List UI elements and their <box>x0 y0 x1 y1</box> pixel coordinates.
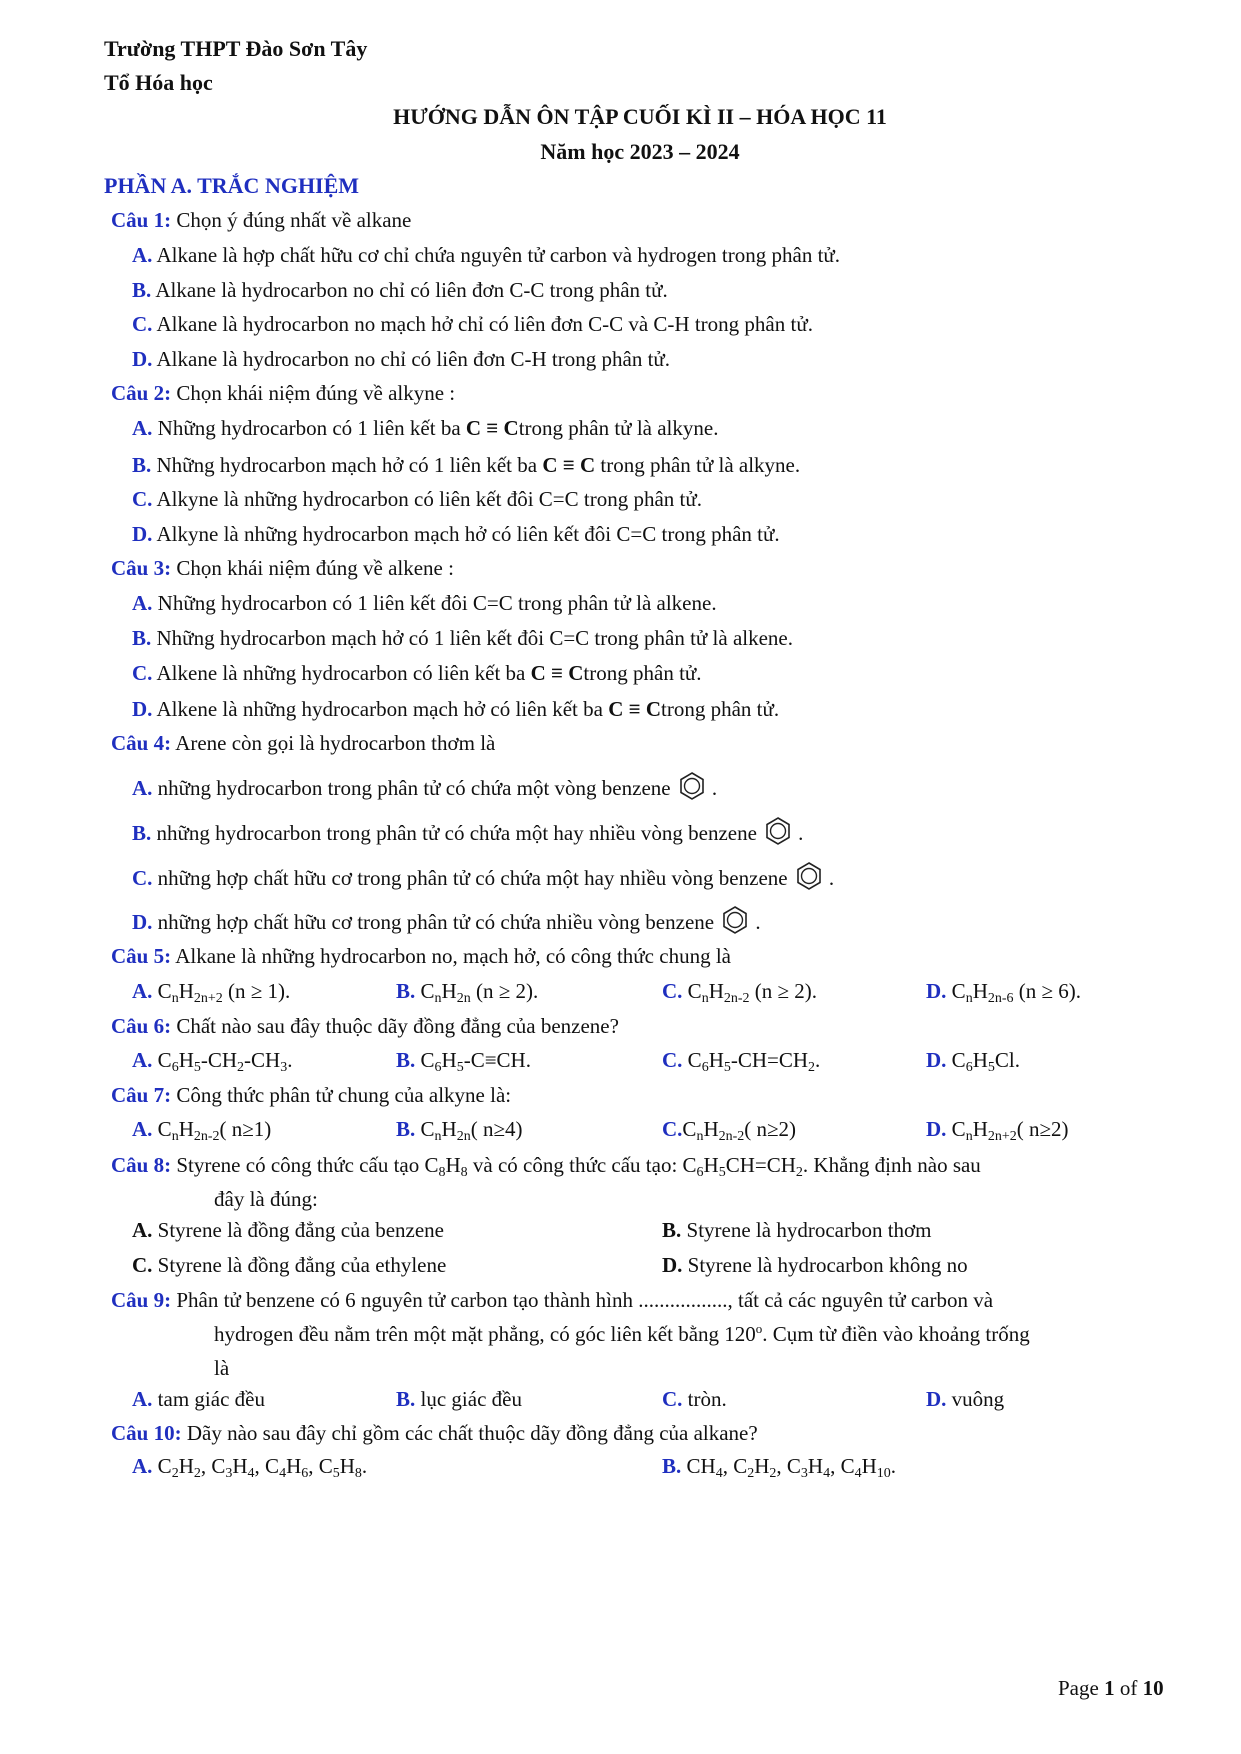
q3-option-b: B. Những hydrocarbon mạch hở có 1 liên kết đôi C=C trong phân tử là alkene. <box>132 626 793 650</box>
q4-option-b: B. những hydrocarbon trong phân tử có chứa một hay nhiều vòng benzene . <box>132 816 803 854</box>
q5-option-a: A. $C_nH_{2n+2}$ (n ≥ 1). <box>132 979 291 1006</box>
q7-option-c: $C.C_nH_{2n-2}$( n≥2) <box>662 1117 797 1144</box>
triple-bond: C ≡ C <box>608 697 662 721</box>
question-4: Câu 4: Arene còn gọi là hydrocarbon thơm là <box>111 731 496 755</box>
benzene-ring-icon <box>763 816 793 854</box>
q8-option-a: A. Styrene là đồng đẳng của benzene <box>132 1218 444 1242</box>
triple-bond: C ≡ C <box>465 416 519 440</box>
q3-option-d: D. Alkene là những hydrocarbon mạch hở có liên kết ba C ≡ Ctrong phân tử. <box>132 697 780 721</box>
q2-option-a: A. Những hydrocarbon có 1 liên kết ba C ≡ Ctrong phân tử là alkyne. <box>132 416 719 440</box>
q8-option-b: B. Styrene là hydrocarbon thơm <box>662 1218 932 1242</box>
q9-option-b: B. lục giác đều <box>396 1387 522 1411</box>
triple-bond: C ≡ C <box>530 661 584 685</box>
question-5: Câu 5: Alkane là những hydrocarbon no, mạch hở, có công thức chung là <box>111 944 731 968</box>
school-year: Năm học 2023 – 2024 <box>540 139 740 164</box>
school-name: Trường THPT Đào Sơn Tây <box>104 36 368 61</box>
q7-option-a: A. $C_nH_{2n-2}$( n≥1) <box>132 1117 272 1144</box>
page-footer: Page 1 of 10 <box>1058 1676 1164 1700</box>
q8-option-c: C. Styrene là đồng đẳng của ethylene <box>132 1253 447 1277</box>
q1-option-b: B. Alkane là hydrocarbon no chỉ có liên đơn C-C trong phân tử. <box>132 278 668 302</box>
q9-option-c: C. tròn. <box>662 1387 727 1411</box>
question-9: Câu 9: Phân tử benzene có 6 nguyên tử carbon tạo thành hình ................., tất cả các nguyên tử carbon và hydrogen đều nằm trên một mặt phẳng, có góc liên kết bằng 120$^o$. Cụm từ điền vào khoảng trống là <box>111 1288 1030 1380</box>
question-10: Câu 10: Dãy nào sau đây chỉ gồm các chất thuộc dãy đồng đẳng của alkane? <box>111 1421 758 1445</box>
q6-option-d: D. $C_6H_5Cl$. <box>926 1048 1020 1075</box>
q3-option-a: A. Những hydrocarbon có 1 liên kết đôi C=C trong phân tử là alkene. <box>132 591 717 615</box>
q6-option-c: C. $C_6H_5-CH=CH_2$. <box>662 1048 821 1075</box>
q6-option-b: B. $C_6H_5-C\equiv CH$. <box>396 1048 531 1075</box>
department-name: Tổ Hóa học <box>104 70 213 95</box>
q5-option-d: D. $C_nH_{2n-6}$ (n ≥ 6). <box>926 979 1082 1006</box>
q4-option-c: C. những hợp chất hữu cơ trong phân tử có chứa một hay nhiều vòng benzene . <box>132 861 834 899</box>
q1-option-d: D. Alkane là hydrocarbon no chỉ có liên đơn C-H trong phân tử. <box>132 347 671 371</box>
q9-option-a: A. tam giác đều <box>132 1387 265 1411</box>
q2-option-d: D. Alkyne là những hydrocarbon mạch hở có liên kết đôi C=C trong phân tử. <box>132 522 780 546</box>
benzene-ring-icon <box>794 861 824 899</box>
q2-option-c: C. Alkyne là những hydrocarbon có liên kết đôi C=C trong phân tử. <box>132 487 703 511</box>
q1-option-c: C. Alkane là hydrocarbon no mạch hở chỉ có liên đơn C-C và C-H trong phân tử. <box>132 312 813 336</box>
benzene-ring-icon <box>720 905 750 943</box>
q8-option-d: D. Styrene là hydrocarbon không no <box>662 1253 968 1277</box>
section-a-heading: PHẦN A. TRẮC NGHIỆM <box>104 173 360 198</box>
benzene-ring-icon <box>677 771 707 809</box>
triple-bond: C ≡ C <box>542 453 596 477</box>
q4-option-a: A. những hydrocarbon trong phân tử có chứa một vòng benzene . <box>132 771 717 809</box>
question-6: Câu 6: Chất nào sau đây thuộc dãy đồng đẳng của benzene? <box>111 1014 619 1038</box>
q4-option-d: D. những hợp chất hữu cơ trong phân tử có chứa nhiều vòng benzene . <box>132 905 761 943</box>
q5-option-c: C. $C_nH_{2n-2}$ (n ≥ 2). <box>662 979 818 1006</box>
q3-option-c: C. Alkene là những hydrocarbon có liên kết ba C ≡ Ctrong phân tử. <box>132 661 702 685</box>
question-1 <box>111 203 1171 237</box>
q10-option-a: A. $C_2H_2$, $C_3H_4$, $C_4H_6$, $C_5H_8$. <box>132 1454 368 1481</box>
question-7: Câu 7: Công thức phân tử chung của alkyne là: <box>111 1083 512 1107</box>
question-text: Chọn ý đúng nhất về alkane <box>176 208 412 232</box>
q10-option-b: B. $CH_4$, $C_2H_2$, $C_3H_4$, $C_4H_{10}$. <box>662 1454 897 1481</box>
question-2: Câu 2: Chọn khái niệm đúng về alkyne : <box>111 381 456 405</box>
q7-option-b: B. $C_nH_{2n}$( n≥4) <box>396 1117 523 1144</box>
q6-option-a: A. $C_6H_5-CH_2-CH_3$. <box>132 1048 293 1075</box>
q9-option-d: D. vuông <box>926 1387 1005 1411</box>
q5-option-b: B. $C_nH_{2n}$ (n ≥ 2). <box>396 979 539 1006</box>
question-label: Câu 1: <box>111 208 172 232</box>
q1-option-a: A. Alkane là hợp chất hữu cơ chỉ chứa nguyên tử carbon và hydrogen trong phân tử. <box>132 243 841 267</box>
question-3: Câu 3: Chọn khái niệm đúng về alkene : <box>111 556 454 580</box>
question-8: Câu 8: Styrene có công thức cấu tạo $C_8H_8$ và có công thức cấu tạo: $C_6H_5CH=CH_2$. Khẳng định nào sau đây là đúng: <box>111 1153 981 1211</box>
q2-option-b: B. Những hydrocarbon mạch hở có 1 liên kết ba C ≡ C trong phân tử là alkyne. <box>132 453 801 477</box>
document-title: HƯỚNG DẪN ÔN TẬP CUỐI KÌ II – HÓA HỌC 11 <box>393 104 887 129</box>
q7-option-d: D. $C_nH_{2n+2}$( n≥2) <box>926 1117 1069 1144</box>
